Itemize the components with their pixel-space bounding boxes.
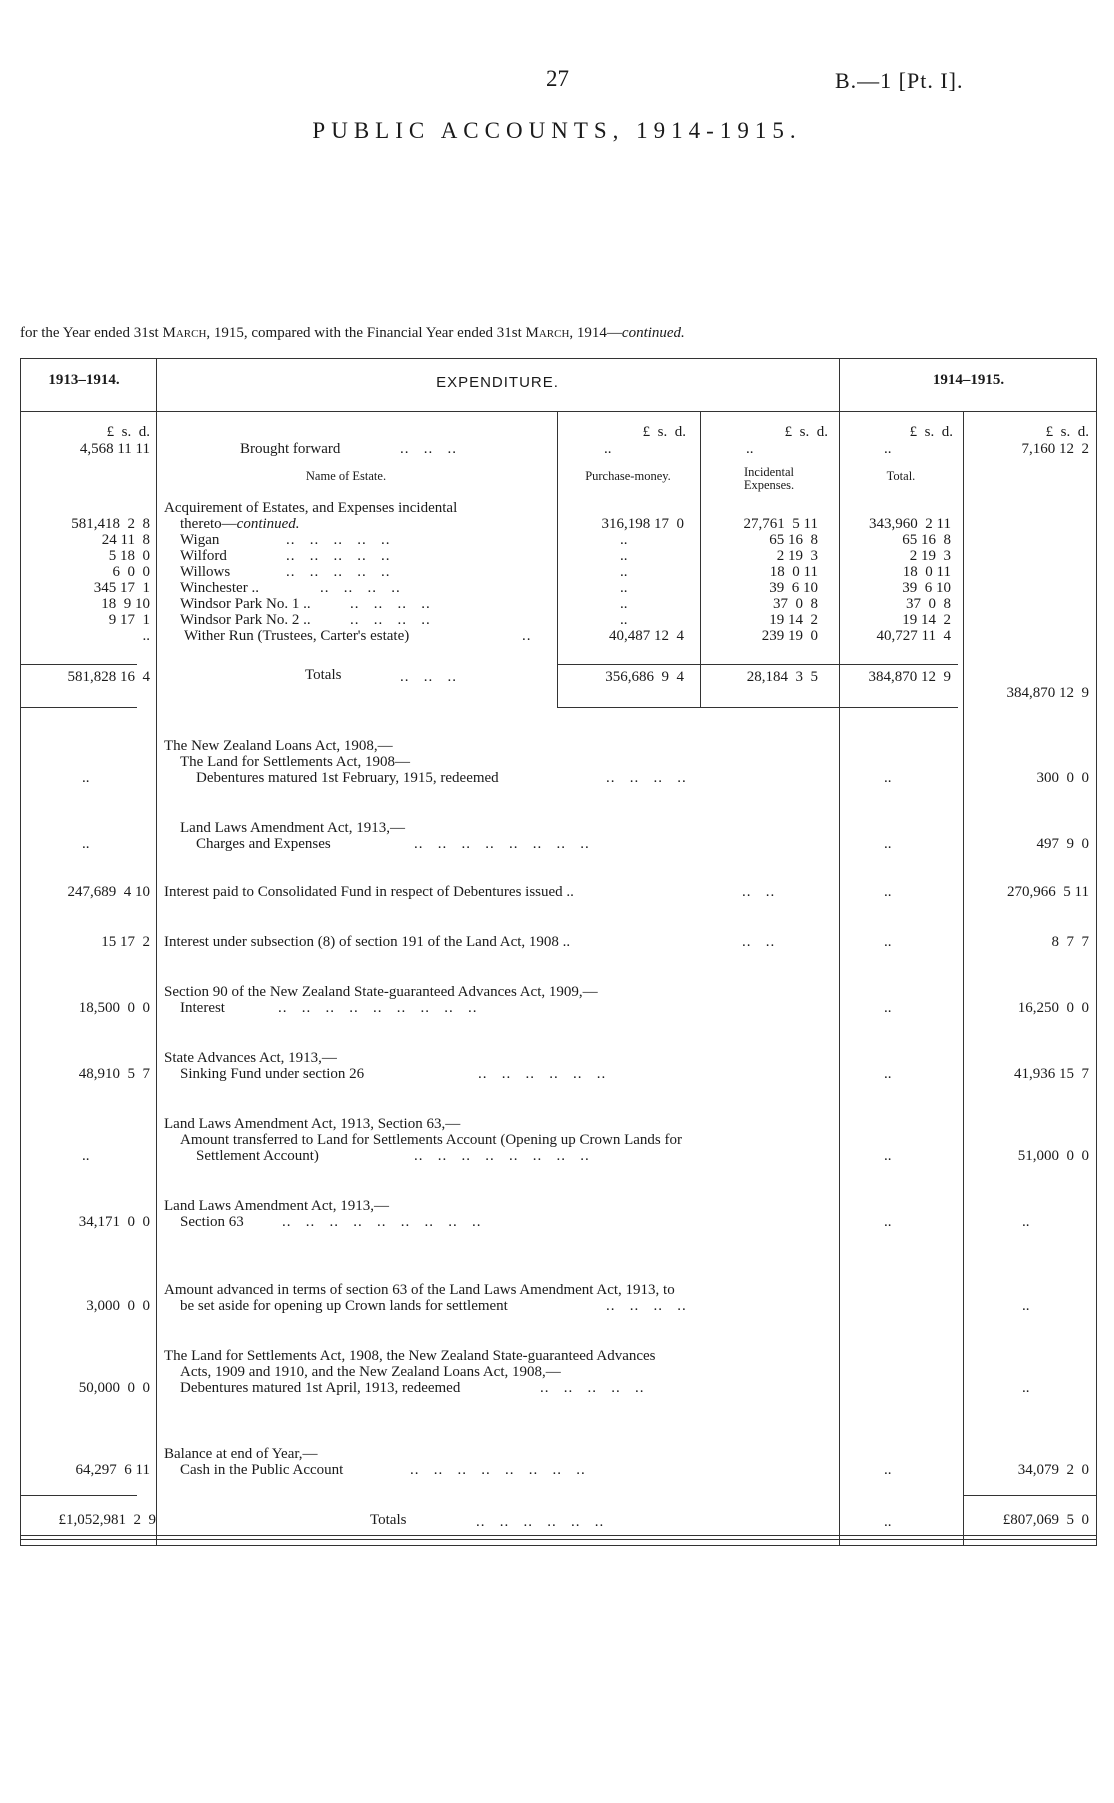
s63b-line: Land Laws Amendment Act, 1913,— bbox=[164, 1198, 389, 1214]
table-subtitle bbox=[20, 325, 685, 342]
estate-incidental-value: 27,761 5 11 bbox=[743, 516, 818, 532]
llaa-line: Land Laws Amendment Act, 1913,— bbox=[180, 820, 405, 836]
s63a-1915: 51,000 0 0 bbox=[1017, 1148, 1089, 1164]
lsa-line: Acts, 1909 and 1910, and the New Zealand Loans Act, 1908,— bbox=[180, 1364, 561, 1380]
loans-act-line: Debentures matured 1st February, 1915, redeemed bbox=[196, 770, 499, 786]
subheader-incidental bbox=[700, 466, 838, 492]
column-header-1915: 1914–1915. bbox=[932, 372, 1005, 388]
balance-1915: 34,079 2 0 bbox=[1017, 1462, 1089, 1478]
estate-1913-value: .. bbox=[142, 628, 150, 644]
grand-totals-1915: £807,069 5 0 bbox=[1002, 1512, 1089, 1528]
saa-line: State Advances Act, 1913,— bbox=[164, 1050, 337, 1066]
estate-name: Wither Run (Trustees, Carter's estate) bbox=[184, 628, 410, 644]
llaa-1913: .. bbox=[82, 836, 90, 852]
s63a-line: Land Laws Amendment Act, 1913, Section 63,— bbox=[164, 1116, 461, 1132]
totals-1913: 581,828 16 4 bbox=[67, 669, 150, 685]
s90-1913: 18,500 0 0 bbox=[78, 1000, 150, 1016]
estate-purchase-value: .. bbox=[620, 580, 628, 596]
subheader-total: Total. bbox=[886, 469, 916, 483]
saa-1913: 48,910 5 7 bbox=[78, 1066, 150, 1082]
estate-incidental-value: 19 14 2 bbox=[769, 612, 818, 628]
estate-1913-value: 345 17 1 bbox=[93, 580, 150, 596]
leader-dots: .. bbox=[522, 628, 532, 644]
leader-dots: .. .. .. bbox=[400, 669, 457, 685]
estate-incidental-value: 39 6 10 bbox=[769, 580, 818, 596]
balance-line: Cash in the Public Account bbox=[180, 1462, 344, 1478]
s63a-1913: .. bbox=[82, 1148, 90, 1164]
lsa-line: Debentures matured 1st April, 1913, redeemed bbox=[180, 1380, 461, 1396]
leader-dots: .. .. .. .. .. .. .. .. .. bbox=[278, 1000, 478, 1016]
currency-header: £ s. d. bbox=[784, 424, 828, 440]
subtitle-part: , 1915, compared with the Financial Year ended 31st bbox=[206, 325, 526, 341]
advance-1913: 3,000 0 0 bbox=[86, 1298, 150, 1314]
currency-header: £ s. d. bbox=[106, 424, 150, 440]
lsa-1915: .. bbox=[1022, 1380, 1030, 1396]
column-header-expenditure: EXPENDITURE. bbox=[436, 374, 559, 391]
grand-totals-rule bbox=[963, 1495, 1096, 1496]
brought-forward-purchase: .. bbox=[604, 441, 612, 457]
estate-1913-value: 9 17 1 bbox=[108, 612, 150, 628]
leader-dots: .. .. .. .. .. .. bbox=[478, 1066, 607, 1082]
grand-totals-1913: £1,052,981 2 9 bbox=[58, 1512, 156, 1528]
balance-col: .. bbox=[884, 1462, 892, 1478]
grand-totals-rule bbox=[21, 1495, 137, 1496]
loans-col: .. bbox=[884, 770, 892, 786]
totals-1915: 384,870 12 9 bbox=[1006, 685, 1089, 701]
leader-dots: .. .. .. .. bbox=[350, 596, 431, 612]
saa-1915: 41,936 15 7 bbox=[1014, 1066, 1089, 1082]
estate-purchase-value: .. bbox=[620, 532, 628, 548]
saa-line: Sinking Fund under section 26 bbox=[180, 1066, 365, 1082]
column-rule bbox=[557, 411, 558, 707]
header-rule bbox=[21, 411, 1096, 412]
estate-purchase-value: 316,198 17 0 bbox=[601, 516, 684, 532]
estate-total-value: 40,727 11 4 bbox=[876, 628, 951, 644]
advance-line: Amount advanced in terms of section 63 of the Land Laws Amendment Act, 1913, to bbox=[164, 1282, 675, 1298]
s90-1915: 16,250 0 0 bbox=[1017, 1000, 1089, 1016]
interest-cf-col: .. bbox=[884, 884, 892, 900]
llaa-1915: 497 9 0 bbox=[1036, 836, 1089, 852]
estate-total-value: 19 14 2 bbox=[902, 612, 951, 628]
leader-dots: .. .. .. .. .. .. bbox=[476, 1514, 605, 1530]
interest-sub-line: Interest under subsection (8) of section 191 of the Land Act, 1908 .. bbox=[164, 934, 571, 950]
brought-forward-1915: 7,160 12 2 bbox=[1021, 441, 1089, 457]
estate-total-value: 343,960 2 11 bbox=[869, 516, 951, 532]
brought-forward-1913: 4,568 11 11 bbox=[79, 441, 150, 457]
leader-dots: .. .. bbox=[742, 934, 776, 950]
estate-total-value: 2 19 3 bbox=[909, 548, 951, 564]
estate-total-value: 65 16 8 bbox=[902, 532, 951, 548]
interest-cf-line: Interest paid to Consolidated Fund in respect of Debentures issued .. bbox=[164, 884, 574, 900]
acquirement-continued: continued. bbox=[236, 516, 300, 532]
currency-header: £ s. d. bbox=[1045, 424, 1089, 440]
leader-dots: .. .. .. .. .. bbox=[540, 1380, 645, 1396]
loans-1915: 300 0 0 bbox=[1036, 770, 1089, 786]
leader-dots: .. .. .. .. .. bbox=[286, 532, 391, 548]
estate-name: Windsor Park No. 1 .. bbox=[180, 596, 311, 612]
brought-forward-total: .. bbox=[884, 441, 892, 457]
s63a-line: Settlement Account) bbox=[196, 1148, 319, 1164]
subtitle-part: , 1914— bbox=[569, 325, 622, 341]
interest-cf-1913: 247,689 4 10 bbox=[67, 884, 150, 900]
totals-rule bbox=[557, 707, 958, 708]
estate-1913-value: 6 0 0 bbox=[112, 564, 150, 580]
closing-rule bbox=[21, 1539, 1096, 1540]
estate-name: Wilford bbox=[180, 548, 227, 564]
s63b-col: .. bbox=[884, 1214, 892, 1230]
estate-purchase-value: .. bbox=[620, 548, 628, 564]
estate-total-value: 37 0 8 bbox=[906, 596, 951, 612]
leader-dots: .. .. .. .. .. .. .. .. bbox=[410, 1462, 586, 1478]
leader-dots: .. .. .. .. .. bbox=[286, 548, 391, 564]
estate-purchase-value: .. bbox=[620, 596, 628, 612]
leader-dots: .. .. .. .. .. bbox=[286, 564, 391, 580]
currency-header: £ s. d. bbox=[909, 424, 953, 440]
subtitle-month: March bbox=[162, 325, 207, 341]
loans-1913: .. bbox=[82, 770, 90, 786]
advance-line: be set aside for opening up Crown lands for settlement bbox=[180, 1298, 508, 1314]
estate-1913-value: 5 18 0 bbox=[108, 548, 150, 564]
totals-total: 384,870 12 9 bbox=[868, 669, 951, 685]
subheader-incidental-line: Incidental bbox=[744, 465, 794, 479]
grand-totals-col: .. bbox=[884, 1514, 892, 1530]
subtitle-month: March bbox=[525, 325, 570, 341]
advance-1915: .. bbox=[1022, 1298, 1030, 1314]
totals-rule bbox=[21, 664, 137, 665]
s90-col: .. bbox=[884, 1000, 892, 1016]
s63b-1913: 34,171 0 0 bbox=[78, 1214, 150, 1230]
lsa-line: The Land for Settlements Act, 1908, the New Zealand State-guaranteed Advances bbox=[164, 1348, 656, 1364]
subheader-incidental-line: Expenses. bbox=[743, 478, 795, 492]
leader-dots: .. .. .. .. bbox=[606, 1298, 687, 1314]
s63a-line: Amount transferred to Land for Settlements Account (Opening up Crown Lands for bbox=[180, 1132, 682, 1148]
llaa-line: Charges and Expenses bbox=[196, 836, 331, 852]
subheader-purchase: Purchase-money. bbox=[585, 469, 671, 483]
subheader-estate: Name of Estate. bbox=[305, 469, 387, 483]
acquirement-heading: Acquirement of Estates, and Expenses incidental bbox=[164, 500, 458, 516]
page-title: PUBLIC ACCOUNTS, 1914-1915. bbox=[312, 118, 802, 143]
subtitle-continued: continued. bbox=[621, 325, 685, 341]
llaa-col: .. bbox=[884, 836, 892, 852]
s63a-col: .. bbox=[884, 1148, 892, 1164]
currency-header: £ s. d. bbox=[642, 424, 686, 440]
s63b-line: Section 63 bbox=[180, 1214, 244, 1230]
estate-purchase-value: .. bbox=[620, 564, 628, 580]
estate-incidental-value: 239 19 0 bbox=[761, 628, 818, 644]
estate-incidental-value: 37 0 8 bbox=[773, 596, 818, 612]
s63b-1915: .. bbox=[1022, 1214, 1030, 1230]
totals-purchase: 356,686 9 4 bbox=[605, 669, 684, 685]
acquirement-thereto: thereto— bbox=[180, 516, 237, 532]
interest-sub-col: .. bbox=[884, 934, 892, 950]
interest-sub-1913: 15 17 2 bbox=[101, 934, 150, 950]
lsa-1913: 50,000 0 0 bbox=[78, 1380, 150, 1396]
leader-dots: .. .. .. .. .. .. .. .. bbox=[414, 836, 590, 852]
page-number: 27 bbox=[546, 66, 569, 91]
estate-total-value: 18 0 11 bbox=[902, 564, 951, 580]
document-reference: B.—1 [Pt. I]. bbox=[835, 68, 964, 93]
estate-incidental-value: 2 19 3 bbox=[776, 548, 818, 564]
totals-rule bbox=[21, 707, 137, 708]
s90-line: Interest bbox=[180, 1000, 225, 1016]
estate-total-value: 39 6 10 bbox=[902, 580, 951, 596]
estate-incidental-value: 65 16 8 bbox=[769, 532, 818, 548]
balance-1913: 64,297 6 11 bbox=[75, 1462, 150, 1478]
estate-incidental-value: 18 0 11 bbox=[769, 564, 818, 580]
grand-totals-label: Totals bbox=[370, 1512, 407, 1528]
leader-dots: .. .. .. .. bbox=[320, 580, 401, 596]
brought-forward-label: Brought forward bbox=[240, 441, 341, 457]
leader-dots: .. .. .. .. .. .. .. .. bbox=[414, 1148, 590, 1164]
leader-dots: .. .. .. .. .. .. .. .. .. bbox=[282, 1214, 482, 1230]
acquirement-heading-2 bbox=[180, 516, 300, 533]
estate-1913-value: 18 9 10 bbox=[101, 596, 150, 612]
estate-name: Willows bbox=[180, 564, 231, 580]
leader-dots: .. .. bbox=[742, 884, 776, 900]
estate-1913-value: 581,418 2 8 bbox=[71, 516, 150, 532]
column-header-1913: 1913–1914. bbox=[48, 372, 120, 388]
leader-dots: .. .. .. .. bbox=[606, 770, 687, 786]
estate-purchase-value: 40,487 12 4 bbox=[609, 628, 684, 644]
estate-name: Winchester .. bbox=[180, 580, 259, 596]
estate-purchase-value: .. bbox=[620, 612, 628, 628]
balance-line: Balance at end of Year,— bbox=[164, 1446, 318, 1462]
s90-line: Section 90 of the New Zealand State-guaranteed Advances Act, 1909,— bbox=[164, 984, 598, 1000]
leader-dots: .. .. .. bbox=[400, 441, 457, 457]
totals-label: Totals bbox=[305, 667, 342, 683]
saa-col: .. bbox=[884, 1066, 892, 1082]
interest-sub-1915: 8 7 7 bbox=[1051, 934, 1089, 950]
loans-act-line: The New Zealand Loans Act, 1908,— bbox=[164, 738, 393, 754]
closing-rule bbox=[21, 1535, 1096, 1536]
column-rule bbox=[156, 359, 157, 1545]
totals-incidental: 28,184 3 5 bbox=[746, 669, 818, 685]
leader-dots: .. .. .. .. bbox=[350, 612, 431, 628]
estate-name: Windsor Park No. 2 .. bbox=[180, 612, 311, 628]
totals-rule bbox=[557, 664, 958, 665]
loans-act-line: The Land for Settlements Act, 1908— bbox=[180, 754, 410, 770]
estate-1913-value: 24 11 8 bbox=[101, 532, 150, 548]
estate-name: Wigan bbox=[180, 532, 220, 548]
brought-forward-incidental: .. bbox=[746, 441, 754, 457]
column-rule bbox=[963, 411, 964, 1545]
subtitle-part: for the Year ended 31st bbox=[20, 325, 163, 341]
interest-cf-1915: 270,966 5 11 bbox=[1007, 884, 1089, 900]
